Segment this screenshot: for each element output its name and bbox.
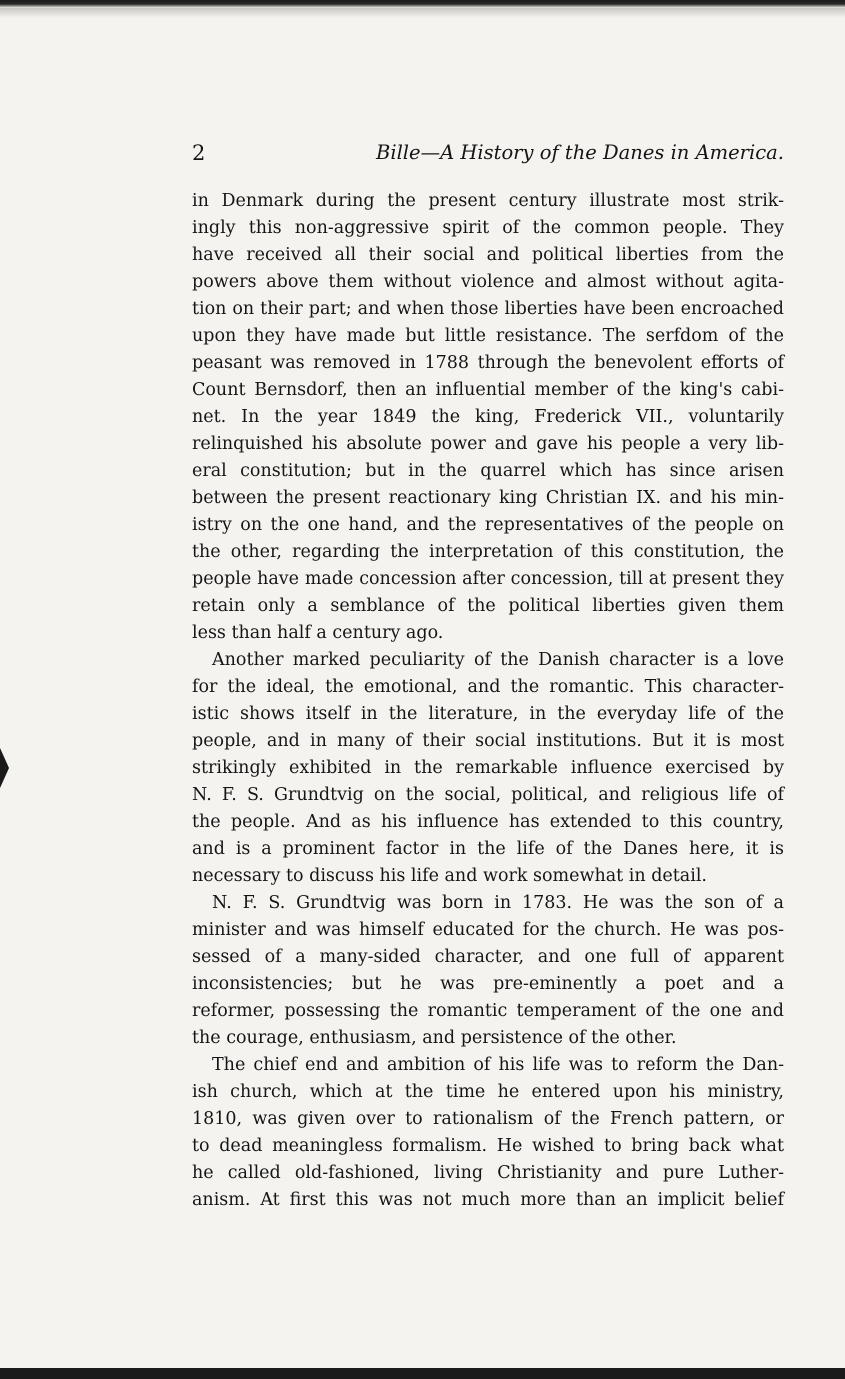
text-line: Another marked peculiarity of the Danish character is a love	[212, 650, 784, 670]
text-line: have received all their social and political liberties from the	[192, 245, 784, 265]
text-line: necessary to discuss his life and work somewhat in detail.	[192, 866, 707, 886]
text-line: people have made concession after concession, till at present they	[192, 569, 784, 589]
text-line: to dead meaningless formalism. He wished to bring back what	[192, 1136, 784, 1156]
text-line: reformer, possessing the romantic temperament of the one and	[192, 1001, 784, 1021]
text-line: N. F. S. Grundtvig was born in 1783. He was the son of a	[212, 893, 784, 913]
text-line: net. In the year 1849 the king, Frederick VII., voluntarily	[192, 407, 784, 427]
text-line: retain only a semblance of the political liberties given them	[192, 596, 784, 616]
text-line: istry on the one hand, and the representatives of the people on	[192, 515, 784, 535]
text-line: eral constitution; but in the quarrel which has since arisen	[192, 461, 784, 481]
text-line: ish church, which at the time he entered upon his ministry,	[192, 1082, 784, 1102]
body-text	[192, 188, 784, 1214]
page-top-edge	[0, 0, 845, 8]
text-line: upon they have made but little resistance. The serfdom of the	[192, 326, 784, 346]
text-line: people, and in many of their social institutions. But it is most	[192, 731, 784, 751]
binding-notch-icon	[0, 748, 9, 788]
running-title: Bille—A History of the Danes in America.	[376, 141, 784, 164]
text-line: peasant was removed in 1788 through the benevolent efforts of	[192, 353, 784, 373]
text-line: relinquished his absolute power and gave his people a very lib-	[192, 434, 784, 454]
text-line: tion on their part; and when those liberties have been encroached	[192, 299, 784, 319]
page-bottom-edge	[0, 1368, 845, 1379]
text-line: sessed of a many-sided character, and one full of apparent	[192, 947, 784, 967]
page-top-shadow	[0, 8, 845, 18]
text-line: between the present reactionary king Christian IX. and his min-	[192, 488, 784, 508]
text-line: ingly this non-aggressive spirit of the common people. They	[192, 218, 784, 238]
text-line: inconsistencies; but he was pre-eminently a poet and a	[192, 974, 784, 994]
page-number: 2	[192, 141, 206, 165]
text-line: istic shows itself in the literature, in the everyday life of the	[192, 704, 784, 724]
text-line: minister and was himself educated for the church. He was pos-	[192, 920, 784, 940]
text-line: strikingly exhibited in the remarkable influence exercised by	[192, 758, 784, 778]
text-line: powers above them without violence and almost without agita-	[192, 272, 784, 292]
text-line: the courage, enthusiasm, and persistence of the other.	[192, 1028, 677, 1048]
text-line: anism. At first this was not much more than an implicit belief	[192, 1190, 784, 1210]
text-line: N. F. S. Grundtvig on the social, political, and religious life of	[192, 785, 784, 805]
text-line: Count Bernsdorf, then an influential member of the king's cabi-	[192, 380, 784, 400]
text-line: The chief end and ambition of his life was to reform the Dan-	[212, 1055, 784, 1075]
text-line: for the ideal, the emotional, and the romantic. This character-	[192, 677, 784, 697]
text-line: the other, regarding the interpretation of this constitution, the	[192, 542, 784, 562]
text-line: the people. And as his influence has extended to this country,	[192, 812, 784, 832]
text-line: 1810, was given over to rationalism of the French pattern, or	[192, 1109, 784, 1129]
text-line: in Denmark during the present century illustrate most strik-	[192, 191, 784, 211]
text-line: he called old-fashioned, living Christianity and pure Luther-	[192, 1163, 784, 1183]
page-header	[192, 140, 784, 170]
text-line: less than half a century ago.	[192, 623, 444, 643]
text-line: and is a prominent factor in the life of the Danes here, it is	[192, 839, 784, 859]
